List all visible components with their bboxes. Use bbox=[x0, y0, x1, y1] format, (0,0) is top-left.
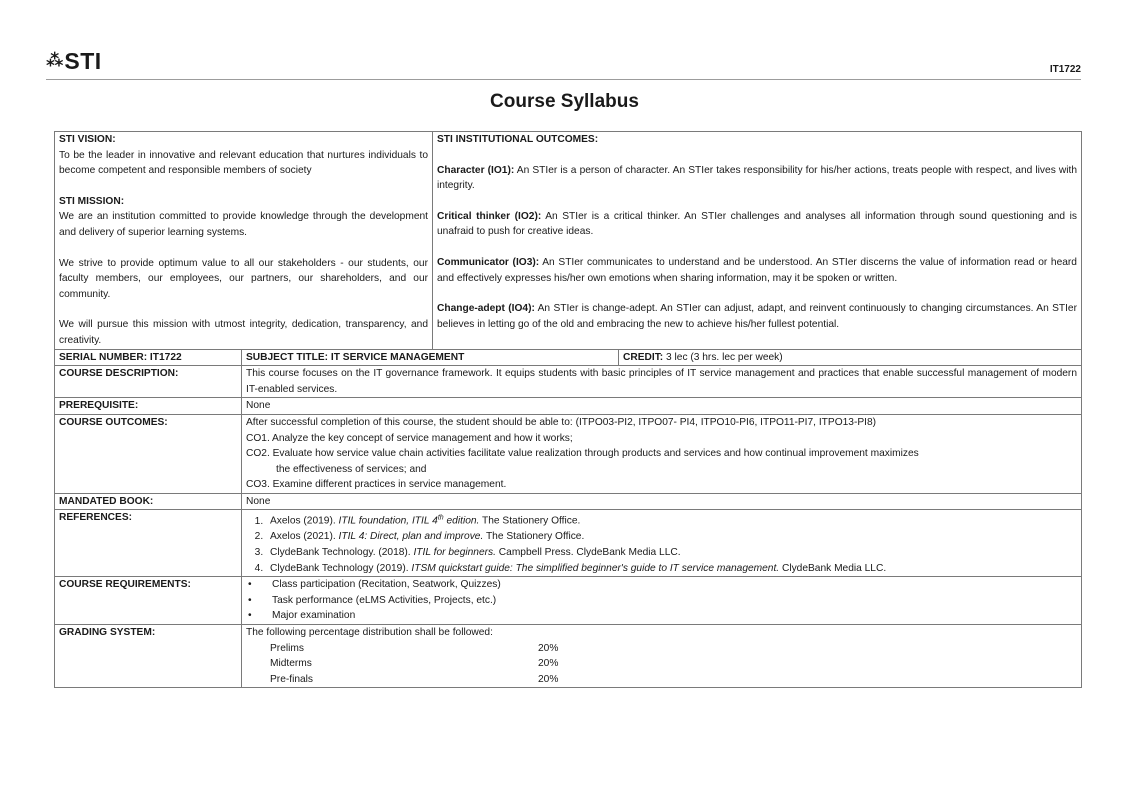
reference-item bbox=[266, 561, 1077, 577]
requirements-row bbox=[55, 577, 1082, 625]
grading-label: GRADING SYSTEM: bbox=[55, 625, 242, 688]
vision-outcomes-row bbox=[55, 132, 1082, 350]
outcome-io4 bbox=[437, 301, 1077, 332]
prerequisite-value: None bbox=[242, 398, 1082, 415]
spacer bbox=[59, 179, 428, 194]
outcome-io1-text: An STIer is a person of character. An STIer takes responsibility for his/her actions, treats people with respect, and lives with integrity. bbox=[437, 164, 1077, 192]
mission-heading: STI MISSION: bbox=[59, 195, 125, 207]
references-label: REFERENCES: bbox=[55, 510, 242, 577]
description-text: This course focuses on the IT governance framework. It equips students with basic principles of IT service management and practices that enable successful management of modern IT-enabled services. bbox=[242, 366, 1082, 398]
course-outcome-co2: CO2. Evaluate how service value chain activities facilitate value realization through products and services and how continual improvement maximizes bbox=[246, 448, 919, 460]
sti-logo-mark-icon: ⁂ bbox=[46, 51, 64, 71]
info-row bbox=[55, 349, 1082, 366]
spacer bbox=[437, 286, 1077, 301]
sti-logo-text: STI bbox=[64, 48, 102, 74]
outcomes-heading: STI INSTITUTIONAL OUTCOMES: bbox=[437, 134, 599, 145]
reference-item bbox=[266, 529, 1077, 545]
course-outcomes-intro: After successful completion of this course, the student should be able to: (ITPO03-PI2, ITPO07- PI4, ITPO10-PI6, ITPO11-PI7, ITPO13-PI8) bbox=[246, 416, 877, 428]
requirement-item: • Major examination bbox=[266, 608, 1077, 624]
course-code: IT1722 bbox=[1049, 64, 1081, 75]
grading-intro: The following percentage distribution shall be followed: bbox=[246, 627, 493, 639]
spacer bbox=[437, 148, 1077, 163]
course-outcome-co3: CO3. Examine different practices in service management. bbox=[246, 479, 507, 491]
course-outcome-co1: CO1. Analyze the key concept of service management and how it works; bbox=[246, 432, 573, 444]
mandated-book-value: None bbox=[242, 493, 1082, 510]
course-outcomes-cell bbox=[242, 414, 1082, 493]
syllabus-table bbox=[54, 131, 1082, 688]
requirements-label: COURSE REQUIREMENTS: bbox=[55, 577, 242, 625]
spacer bbox=[59, 302, 428, 317]
grading-percent: 20% bbox=[538, 673, 559, 685]
spacer bbox=[437, 194, 1077, 209]
reference-publisher: ClydeBank Media LLC. bbox=[779, 562, 887, 574]
course-outcome-co2-cont: the effectiveness of services; and bbox=[276, 463, 427, 475]
prerequisite-label: PREREQUISITE: bbox=[55, 398, 242, 415]
course-outcomes-label: COURSE OUTCOMES: bbox=[55, 414, 242, 493]
mission-text-3: We will pursue this mission with utmost integrity, dedication, transparency, and creativity. bbox=[59, 319, 428, 346]
reference-author: ClydeBank Technology. (2018). bbox=[270, 547, 414, 559]
outcome-io4-label: Change-adept (IO4): bbox=[437, 303, 535, 315]
reference-title: ITIL foundation, ITIL 4 bbox=[338, 515, 438, 527]
requirements-list bbox=[246, 577, 1077, 624]
reference-author: ClydeBank Technology (2019). bbox=[270, 562, 412, 574]
reference-item bbox=[266, 510, 1077, 529]
grading-term: Prelims bbox=[270, 642, 304, 654]
outcome-io2-label: Critical thinker (IO2): bbox=[437, 210, 542, 222]
course-outcomes-row bbox=[55, 414, 1082, 493]
institutional-outcomes-cell bbox=[433, 132, 1082, 350]
outcome-io2 bbox=[437, 209, 1077, 240]
reference-publisher: The Stationery Office. bbox=[479, 515, 581, 527]
grading-table bbox=[246, 641, 1077, 688]
header-divider bbox=[46, 79, 1081, 80]
grading-percent: 20% bbox=[538, 642, 559, 654]
subject-title: SUBJECT TITLE: IT SERVICE MANAGEMENT bbox=[242, 349, 619, 366]
prerequisite-row bbox=[55, 398, 1082, 415]
reference-title: ITIL for beginners. bbox=[413, 547, 496, 559]
references-row bbox=[55, 510, 1082, 577]
reference-sup: th bbox=[437, 514, 444, 522]
serial-number: SERIAL NUMBER: IT1722 bbox=[55, 349, 242, 366]
reference-title-cont: edition. bbox=[443, 515, 480, 527]
grading-term: Midterms bbox=[270, 658, 312, 670]
reference-title: ITSM quickstart guide: The simplified beginner's guide to IT service management. bbox=[411, 562, 780, 574]
references-list bbox=[246, 510, 1077, 576]
references-cell bbox=[242, 510, 1082, 577]
spacer bbox=[437, 240, 1077, 255]
reference-publisher: Campbell Press. ClydeBank Media LLC. bbox=[495, 547, 681, 559]
grading-term: Pre-finals bbox=[270, 673, 314, 685]
credit-label: CREDIT: bbox=[623, 351, 664, 363]
credit-cell bbox=[619, 349, 1082, 366]
page-title: Course Syllabus bbox=[490, 91, 639, 112]
outcome-io1-label: Character (IO1): bbox=[437, 164, 515, 176]
reference-item bbox=[266, 545, 1077, 561]
requirement-item: • Task performance (eLMS Activities, Projects, etc.) bbox=[266, 593, 1077, 609]
credit-value: 3 lec (3 hrs. lec per week) bbox=[663, 351, 783, 363]
outcome-io1 bbox=[437, 163, 1077, 194]
reference-author: Axelos (2019). bbox=[270, 515, 339, 527]
grading-percent: 20% bbox=[538, 658, 559, 670]
description-row bbox=[55, 366, 1082, 398]
requirements-cell bbox=[242, 577, 1082, 625]
mission-text-2: We strive to provide optimum value to all our stakeholders - our students, our faculty members, our employees, our partners, our shareholders, and our community. bbox=[59, 257, 428, 300]
outcome-io3-text: An STIer communicates to understand and be understood. An STIer discerns the value of information read or heard and effectively expresses his/her own emotions when sharing information, may it be spoken or written. bbox=[437, 256, 1077, 284]
vision-mission-cell bbox=[55, 132, 433, 350]
sti-logo bbox=[46, 50, 102, 73]
mandated-book-row bbox=[55, 493, 1082, 510]
outcome-io3-label: Communicator (IO3): bbox=[437, 256, 540, 268]
vision-text: To be the leader in innovative and relevant education that nurtures individuals to become competent and responsible members of society bbox=[59, 149, 428, 177]
reference-title: ITIL 4: Direct, plan and improve. bbox=[338, 531, 484, 543]
grading-row bbox=[55, 625, 1082, 688]
grading-cell bbox=[242, 625, 1082, 688]
outcome-io3 bbox=[437, 255, 1077, 286]
requirement-item: • Class participation (Recitation, Seatwork, Quizzes) bbox=[266, 577, 1077, 593]
outcome-io2-text: An STIer is a critical thinker. An STIer challenges and analyses all information through sound questioning and is unafraid to push for creative ideas. bbox=[437, 210, 1077, 238]
reference-author: Axelos (2021). bbox=[270, 531, 339, 543]
outcome-io4-text: An STIer is change-adept. An STIer can adjust, adapt, and reinvent continuously to changing circumstances. An STIer believes in letting go of the old and embracing the new to achieve his/her fullest potential. bbox=[437, 303, 1077, 330]
spacer bbox=[59, 241, 428, 256]
description-label: COURSE DESCRIPTION: bbox=[55, 366, 242, 398]
reference-publisher: The Stationery Office. bbox=[483, 531, 585, 543]
vision-heading: STI VISION: bbox=[59, 134, 116, 145]
mission-text-1: We are an institution committed to provide knowledge through the development and delivery of superior learning systems. bbox=[59, 211, 428, 238]
mandated-book-label: MANDATED BOOK: bbox=[55, 493, 242, 510]
